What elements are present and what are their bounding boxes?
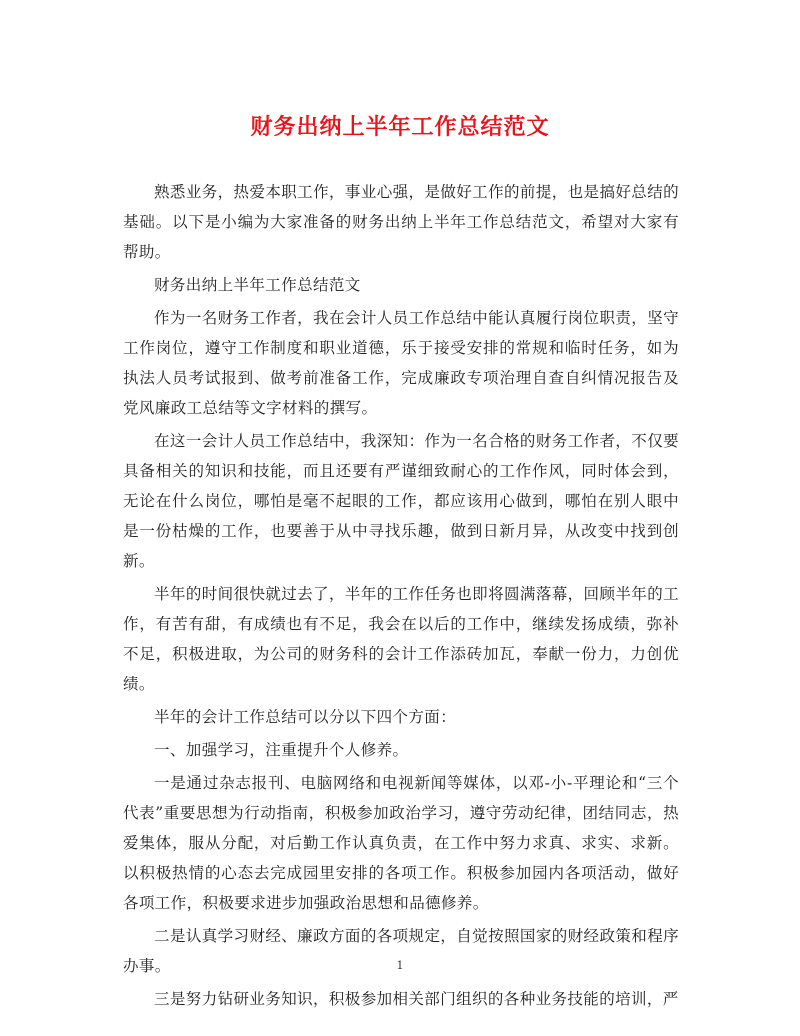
paragraph: 三是努力钻研业务知识，积极参加相关部门组织的各种业务技能的培训，严: [154, 990, 679, 1008]
paragraph: 半年的时间很快就过去了，半年的工作任务也即将圆满落幕，回顾半年的工作，有苦有甜，有成绩也有不足，我会在以后的工作中，继续发扬成绩，弥补不足，积极进取，为公司的财务科的会计工作添砖加瓦，奉献一份力，力创优绩。: [123, 585, 679, 693]
document-body: [123, 177, 679, 1017]
paragraph: 作为一名财务工作者，我在会计人员工作总结中能认真履行岗位职责，坚守工作岗位，遵守工作制度和职业道德，乐于接受安排的常规和临时任务，如为执法人员考试报到、做考前准备工作，完成廉政专项治理自查自纠情况报告及党风廉政工总结等文字材料的撰写。: [123, 309, 679, 417]
paragraph: 熟悉业务，热爱本职工作，事业心强，是做好工作的前提，也是搞好总结的基础。以下是小编为大家准备的财务出纳上半年工作总结范文，希望对大家有帮助。: [123, 183, 679, 261]
paragraph: 一是通过杂志报刊、电脑网络和电视新闻等媒体，以邓-小-平理论和“三个代表”重要思想为行动指南，积极参加政治学习，遵守劳动纪律，团结同志，热爱集体，服从分配，对后勤工作认真负责，在工作中努力求真、求实、求新。以积极热情的心态去完成园里安排的各项工作。积极参加园内各项活动，做好各项工作，积极要求进步加强政治思想和品德修养。: [123, 774, 679, 912]
paragraph: 二是认真学习财经、廉政方面的各项规定，自觉按照国家的财经政策和程序办事。: [123, 927, 679, 975]
paragraph: 财务出纳上半年工作总结范文: [154, 276, 361, 294]
page-number: 1: [396, 959, 404, 972]
document-title: 财务出纳上半年工作总结范文: [250, 114, 550, 140]
paragraph: 半年的会计工作总结可以分以下四个方面：: [154, 708, 457, 726]
paragraph: 在这一会计人员工作总结中，我深知：作为一名合格的财务工作者，不仅要具备相关的知识和技能，而且还要有严谨细致耐心的工作作风，同时体会到，无论在什么岗位，哪怕是毫不起眼的工作，都应该用心做到，哪怕在别人眼中是一份枯燥的工作，也要善于从中寻找乐趣，做到日新月异，从改变中找到创新。: [123, 432, 679, 570]
section-heading: 一、加强学习，注重提升个人修养。: [154, 741, 409, 759]
